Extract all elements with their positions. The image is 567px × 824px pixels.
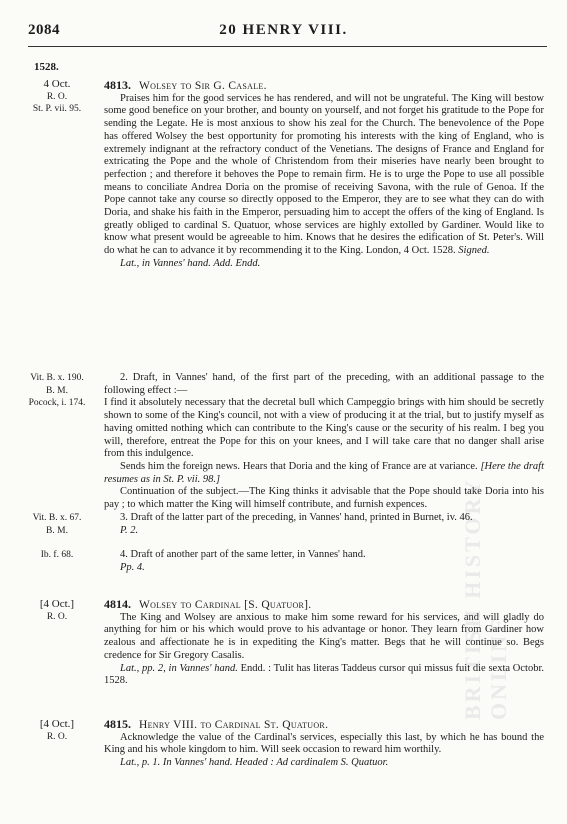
sub4-note: Pp. 4. (120, 561, 145, 573)
signed-note: Signed. (458, 245, 490, 257)
sub4-text: 4. Draft of another part of the same letter, in Vannes' hand. (120, 549, 366, 560)
margin-date: [4 Oct.] (39, 598, 75, 610)
entry-title: Wolsey to Cardinal [S. Quatuor]. (139, 599, 312, 611)
entry-4815 (104, 718, 544, 770)
year-label: 1528. (34, 61, 59, 73)
margin-4813 (14, 78, 100, 116)
entry-note: Lat., pp. 2, in Vannes' hand. (120, 662, 238, 674)
margin-ref: Vit. B. x. 67. (32, 513, 82, 523)
margin-ref: B. M. (46, 525, 68, 536)
margin-ref: Ib. f. 68. (40, 550, 74, 560)
margin-date: [4 Oct.] (39, 718, 75, 730)
margin-sub2 (14, 372, 100, 410)
sub2-passage: I find it absolutely necessary that the decretal bull which Campeggio brings with him should be secretly shown to some of the King's council, not with a view of producing it at the trial, but to justify myself as having omitted nothing which can contribute to the King's cause or the security of his realm. I beg you will, therefore, entreat the Pope for this on your knees, and I will take care that no danger shall arise from this indulgence. (104, 397, 544, 460)
sub2-bracket: [Here the draft resumes as in St. P. vii. 98.] (104, 460, 544, 485)
margin-ref: Pocock, i. 174. (28, 398, 86, 409)
margin-ref: R. O. (46, 91, 68, 102)
sub3-note: P. 2. (120, 524, 139, 536)
entry-note: Lat., p. 1. In Vannes' hand. Headed : Ad cardinalem S. Quatuor. (120, 757, 389, 769)
margin-ref: Vit. B. x. 190. (30, 373, 84, 383)
sub2-continuation: Continuation of the subject.—The King thinks it advisable that the Pope should take Doria into his pay ; to which matter the King will himself contribute, and furnish expences. (104, 486, 544, 511)
entry-note: Lat., in Vannes' hand. Add. Endd. (120, 257, 261, 269)
running-title: 20 HENRY VIII. (219, 22, 348, 38)
header-rule (28, 46, 547, 47)
entry-text: The King and Wolsey are anxious to make him some reward for his services, and will gladly do anything for him or his which would prove to his advantage or honor. They learn from Gardiner how zealous and affectionate he is in expediting the King's matter. Begs that he will continue so. Begs credence for Sir Gregory Casalis. (104, 611, 544, 661)
margin-ref: R. O. (46, 731, 68, 742)
entry-text (104, 93, 544, 258)
entry-number: 4813. (104, 78, 131, 92)
entry-heading (104, 79, 544, 93)
margin-date: 4 Oct. (43, 78, 71, 90)
margin-ref: St. P. vii. 95. (32, 104, 82, 115)
watermark-logo: BRITISH HISTORY ONLINE (460, 478, 511, 720)
page-header (0, 0, 567, 40)
sub3-text: 3. Draft of the latter part of the preceding, in Vannes' hand, printed in Burnet, iv. 46. (120, 512, 473, 523)
endorsement: Endd. : Tulit has literas Taddeus cursor qui missus fuit die sexta Octobr. 1528. (104, 662, 545, 687)
page-number: 2084 (28, 22, 60, 38)
margin-sub3 (14, 512, 100, 537)
margin-4815 (14, 718, 100, 743)
entry-number: 4814. (104, 597, 131, 611)
entry-number: 4815. (104, 717, 131, 731)
sub2-intro: 2. Draft, in Vannes' hand, of the first part of the preceding, with an additional passage to the following effect :— (104, 372, 544, 396)
entry-title: Henry VIII. to Cardinal St. Quatuor. (139, 719, 329, 731)
entry-title: Wolsey to Sir G. Casale. (139, 80, 267, 92)
margin-ref: R. O. (46, 611, 68, 622)
entry-text: Acknowledge the value of the Cardinal's services, especially this last, by which he has bound the King and his whole kingdom to him. Will seek occasion to reward him worthily. (104, 731, 544, 756)
entry-4813 (104, 79, 544, 271)
entry-body: Praises him for the good services he has rendered, and will not be ungrateful. The King will bestow some good benefice on your brother, and bounty on yourself, and not forget his gratitude to the Pope for sending the Legate. He is most anxious to show his zeal for the Church. The benevolence of the Pope has offered Wolsey the best opportunity for promoting his interests with the king of England, who is extremely indignant at the refractory conduct of the Venetians. The designs of France and England for extricating the Pope and the whole of Christendom from their miseries have nearly been brought to perfection ; and therefore it behoves the Pope to remain firm. He is to urge the Pope to use all possible means to conciliate Andrea Doria on the promise of receiving Savona, with the rule of Genoa. If the Pope cannot take any course so directly opposed to the Emperor, they are to see what they can do with Doria, and shake his faith in the Emperor, persuading him to accept the offers of the king of England. Is greatly obliged to cardinal S. Quatuor, whose services are highly extolled by Gardiner. Would like to know what present would be agreeable to him. Knows that he desires the edification of St. Peter's. Will do what he can to advance it by recommending it to the King. London, 4 Oct. 1528. (104, 92, 544, 257)
sub2-news-text: Sends him the foreign news. Hears that Doria and the king of France are at variance. (120, 460, 478, 472)
entry-heading (104, 718, 544, 732)
margin-sub4 (14, 549, 100, 562)
margin-ref: B. M. (46, 385, 68, 396)
margin-4814 (14, 598, 100, 623)
